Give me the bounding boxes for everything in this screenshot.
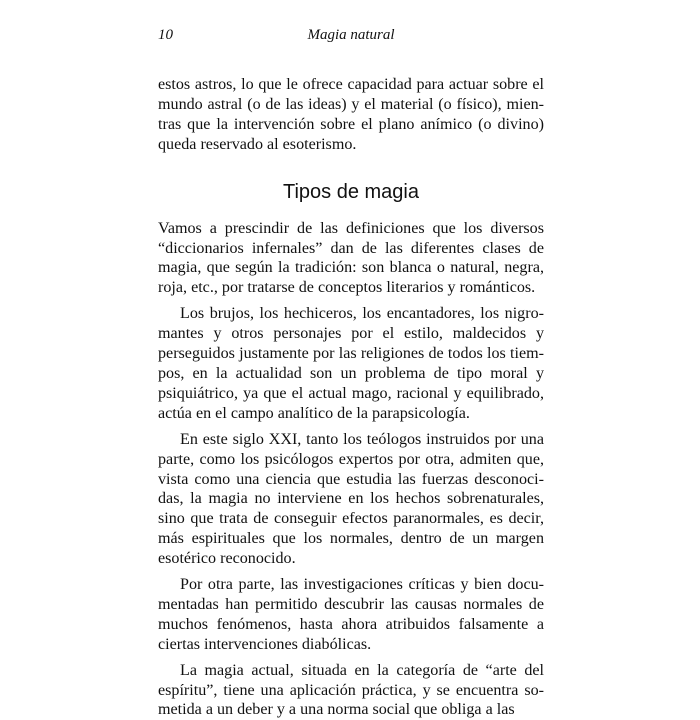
page-number: 10 <box>158 27 173 43</box>
running-head <box>158 27 544 49</box>
section-heading: Tipos de magia <box>283 180 419 203</box>
paragraph-definitions: Vamos a prescindir de las definiciones que los diversos “diccionarios infernales” dan de las diferentes clases de magia, que según la tradición: son blanca o natural, negra, roja, etc., por tratarse de conceptos literarios y románticos. <box>158 219 544 297</box>
running-title: Magia natural <box>307 27 395 43</box>
paragraph-brujos: Los brujos, los hechiceros, los encantadores, los nigromantes y otros personajes por el estilo, maldecidos y perseguidos justamente por las religiones de todos los tiempos, en la actualidad son un problema de tipo moral y psiquiátrico, ya que el actual mago, racional y equilibrado, actúa en el campo analítico de la parapsicología. <box>158 305 544 422</box>
intro-paragraph: estos astros, lo que le ofrece capacidad para actuar sobre el mundo astral (o de las ideas) y el material (o físico), mientras que la intervención sobre el plano anímico (o divino) queda reservado al esoterismo. <box>158 76 544 153</box>
paragraph-investigaciones: Por otra parte, las investigaciones críticas y bien documentadas han permitido descubrir las causas normales de muchos fenómenos, hasta ahora atribuidos falsamente a ciertas intervenciones diabólicas. <box>158 576 544 653</box>
paragraph-siglo-xxi: En este siglo XXI, tanto los teólogos instruidos por una parte, como los psicólogos expertos por otra, admiten que, vista como una ciencia que estudia las fuerzas desconocidas, la magia no interviene en los hechos sobrenaturales, sino que trata de conseguir efectos paranormales, es decir, más espirituales que los normales, dentro de un margen esotérico reconocido. <box>158 430 544 568</box>
body-text <box>158 75 544 720</box>
paragraph-magia-actual: La magia actual, situada en la categoría de “arte del espíritu”, tiene una aplicación práctica, y se encuentra sometida a un deber y a una norma social que obliga a las <box>158 661 544 719</box>
